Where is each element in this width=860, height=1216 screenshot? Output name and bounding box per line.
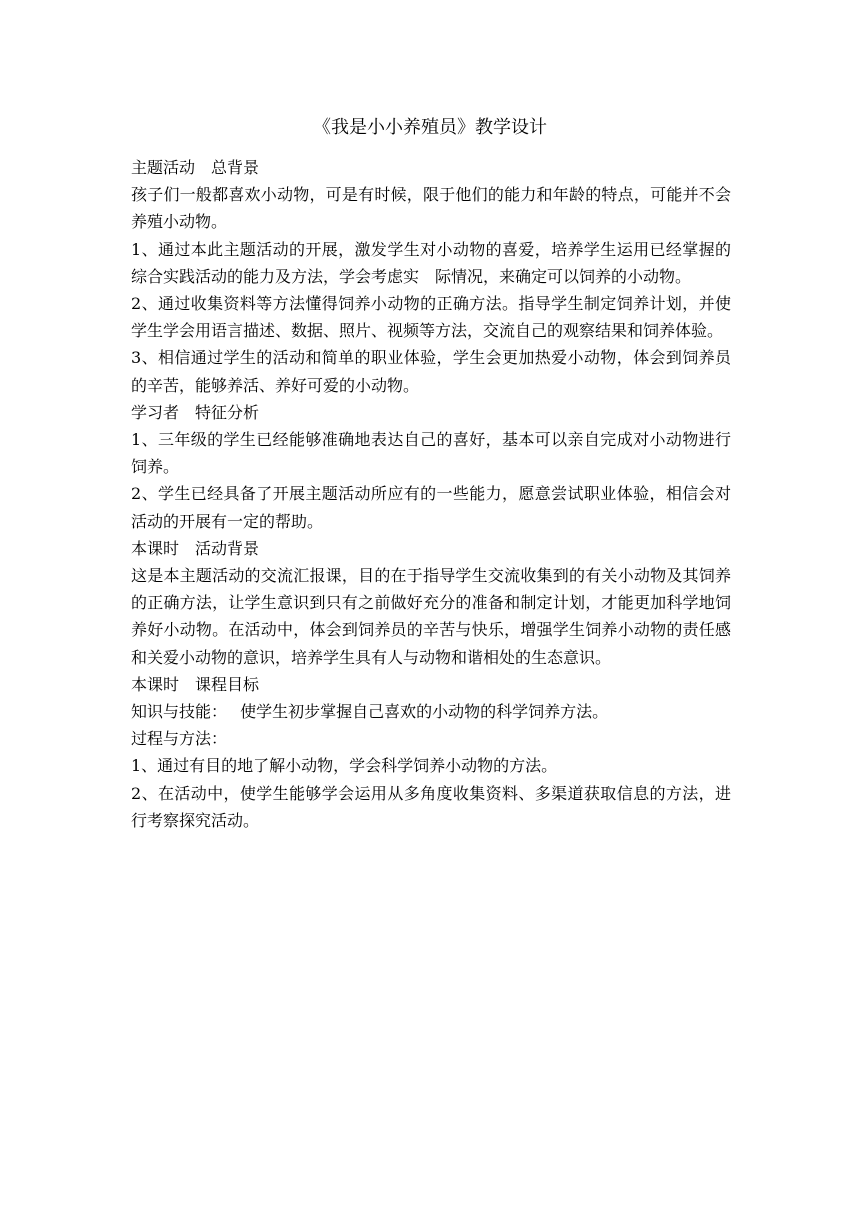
paragraph-goal-1: 1、通过本此主题活动的开展，激发学生对小动物的喜爱，培养学生运用已经掌握的综合实践活动的能力及方法，学会考虑实 际情况，来确定可以饲养的小动物。 [131, 239, 731, 286]
section-heading-learner-analysis: 学习者 特征分析 [131, 402, 260, 422]
section-heading-lesson-goals: 本课时 课程目标 [131, 674, 260, 694]
paragraph-process-2: 2、在活动中，使学生能够学会运用从多角度收集资料、多渠道获取信息的方法，进行考察探究活动。 [131, 783, 731, 830]
document-body [131, 154, 731, 834]
paragraph-theme-intro: 孩子们一般都喜欢小动物，可是有时候，限于他们的能力和年龄的特点，可能并不会养殖小动物。 [131, 185, 731, 232]
paragraph-knowledge-skills: 知识与技能： 使学生初步掌握自己喜欢的小动物的科学饲养方法。 [131, 702, 609, 722]
paragraph-process-1: 1、通过有目的地了解小动物，学会科学饲养小动物的方法。 [131, 756, 558, 776]
paragraph-goal-2: 2、通过收集资料等方法懂得饲养小动物的正确方法。指导学生制定饲养计划，并使学生学会用语言描述、数据、照片、视频等方法，交流自己的观察结果和饲养体验。 [131, 294, 731, 341]
document-title: 《我是小小养殖员》教学设计 [313, 117, 547, 138]
paragraph-learner-2: 2、学生已经具备了开展主题活动所应有的一些能力，愿意尝试职业体验，相信会对活动的开展有一定的帮助。 [131, 484, 731, 531]
paragraph-goal-3: 3、相信通过学生的活动和简单的职业体验，学生会更加热爱小动物，体会到饲养员的辛苦，能够养活、养好可爱的小动物。 [131, 348, 731, 395]
section-heading-lesson-background: 本课时 活动背景 [131, 538, 260, 558]
paragraph-lesson-background: 这是本主题活动的交流汇报课，目的在于指导学生交流收集到的有关小动物及其饲养的正确方法，让学生意识到只有之前做好充分的准备和制定计划，才能更加科学地饲养好小动物。在活动中，体会到饲养员的辛苦与快乐，增强学生饲养小动物的责任感和关爱小动物的意识，培养学生具有人与动物和谐相处的生态意识。 [131, 566, 731, 667]
paragraph-learner-1: 1、三年级的学生已经能够准确地表达自己的喜好，基本可以亲自完成对小动物进行饲养。 [131, 430, 731, 477]
section-heading-theme-background: 主题活动 总背景 [131, 158, 260, 177]
paragraph-process-methods-heading: 过程与方法： [131, 729, 228, 749]
